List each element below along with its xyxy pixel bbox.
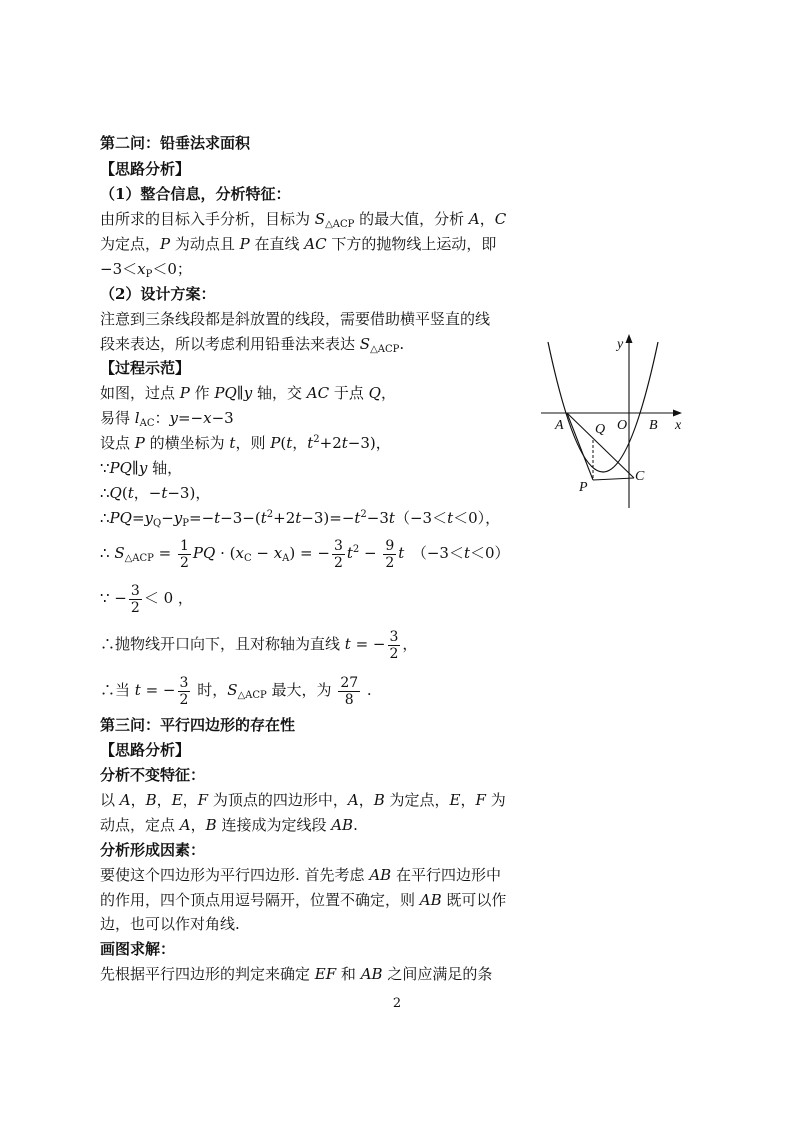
proof-line: ∴Q(t，−t−3)， <box>100 484 211 502</box>
section2-step1-heading: （1）整合信息，分析特征： <box>100 185 291 203</box>
section3-subheading: 分析形成因素： <box>100 841 206 859</box>
label-x: x <box>675 418 682 433</box>
fraction: $\frac{3}{2}$ <box>179 674 189 708</box>
paragraph-line: 先根据平行四边形的判定来确定 EF 和 AB 之间应满足的条 <box>100 965 493 983</box>
segment-ap <box>567 413 593 480</box>
section2-process-heading: 【过程示范】 <box>100 359 191 377</box>
paragraph-line: 注意到三条线段都是斜放置的线段，需要借助横平竖直的线 <box>100 310 491 328</box>
proof-line: ∵PQ∥y 轴， <box>100 459 183 477</box>
fraction: $\frac{3}{2}$ <box>389 628 399 662</box>
label-b: B <box>649 418 658 433</box>
paragraph-line: $-3<x_P<0$； <box>100 260 192 280</box>
proof-line: ∵ − $\frac{3}{2}$ ＜ 0 ， <box>100 582 193 616</box>
fraction: $\frac{27}{8}$ <box>340 674 359 708</box>
area-formula-line: ∴ $S_{\triangle ACP}$ = $\frac{1}{2}$ PQ · $(x_C - x_A)$ = − $\frac{3}{2}$ $t^2$ − $\frac{9}{2}$ t （−3＜t＜0） <box>100 537 510 571</box>
paragraph-line: 动点，定点 A，B 连接成为定线段 AB. <box>100 816 358 834</box>
section2-heading: 第二问：铅垂法求面积 <box>100 134 251 152</box>
label-a: A <box>555 418 564 433</box>
parabola-figure <box>535 330 685 510</box>
section2-step2-heading: （2）设计方案： <box>100 285 216 303</box>
section3-subheading: 分析不变特征： <box>100 766 206 784</box>
segment-pc <box>593 478 634 480</box>
label-p: P <box>579 480 588 495</box>
proof-line: 设点 P 的横坐标为 t，则 P(t，$t^2+2t-3$)， <box>100 434 391 452</box>
proof-line: ∴抛物线开口向下，且对称轴为直线 t = − $\frac{3}{2}$ ， <box>100 628 418 662</box>
proof-line: $\therefore PQ=y_Q-y_P=-t-3-(t^2+2t-3)=-t^2-3t(-3<t<0)$， <box>100 509 501 529</box>
fraction: $\frac{9}{2}$ <box>385 537 395 571</box>
label-o: O <box>617 418 628 433</box>
paragraph-line: 以 A，B，E，F 为顶点的四边形中，A，B 为定点，E，F 为 <box>100 791 506 809</box>
paragraph-line: 的作用，四个顶点用逗号隔开，位置不确定，则 AB 既可以作 <box>100 891 507 909</box>
paragraph-line: 为定点，P 为动点且 P 在直线 AC 下方的抛物线上运动，即 <box>100 235 497 253</box>
y-axis-arrow <box>626 334 633 343</box>
section3-subheading: 画图求解： <box>100 940 176 958</box>
page-number: 2 <box>392 996 402 1011</box>
paragraph-line: 段来表达，所以考虑利用铅垂法来表达 $S_{\triangle ACP}$. <box>100 335 405 355</box>
label-q: Q <box>595 422 606 437</box>
section3-analysis-heading: 【思路分析】 <box>100 741 191 759</box>
proof-line: 如图，过点 P 作 PQ∥y 轴，交 AC 于点 Q， <box>100 384 396 402</box>
paragraph-line: 由所求的目标入手分析，目标为 $S_{\triangle ACP}$ 的最大值，分析 A，C <box>100 210 507 230</box>
label-c: C <box>635 469 645 484</box>
parabola-curve <box>548 342 658 472</box>
proof-line: ∴当 t = − $\frac{3}{2}$ 时，$S_{\triangle ACP}$ 最大，为 $\frac{27}{8}$ . <box>100 674 372 708</box>
paragraph-line: 边，也可以作对角线. <box>100 915 240 933</box>
label-y: y <box>617 337 624 352</box>
section3-heading: 第三问：平行四边形的存在性 <box>100 716 296 734</box>
fraction: $\frac{1}{2}$ <box>180 537 189 571</box>
fraction: $\frac{3}{2}$ <box>130 582 140 616</box>
paragraph-line: 要使这个四边形为平行四边形. 首先考虑 AB 在平行四边形中 <box>100 866 501 884</box>
section2-analysis-heading: 【思路分析】 <box>100 160 191 178</box>
fraction: $\frac{3}{2}$ <box>333 537 343 571</box>
x-axis-arrow <box>673 410 682 417</box>
proof-line: 易得 $l_{AC}$：y=−x−3 <box>100 409 234 429</box>
